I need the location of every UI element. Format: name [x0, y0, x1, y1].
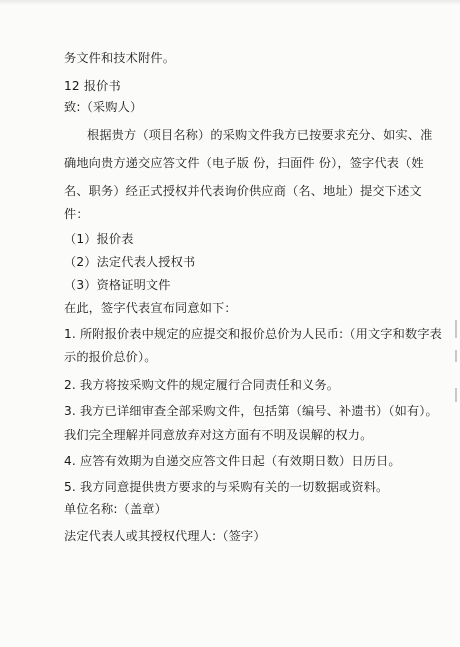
clause-2: 2. 我方将按采购文件的规定履行合同责任和义务。 — [64, 378, 340, 392]
body-line-1: 根据贵方（项目名称）的采购文件我方已按要求充分、如实、准 — [87, 128, 433, 142]
agreement-intro: 在此，签字代表宣布同意如下： — [64, 301, 237, 315]
text-line-1: 务文件和技术附件。 — [64, 51, 176, 65]
scan-edge — [0, 0, 460, 5]
clause-4: 4. 应答有效期为自递交应答文件日起（有效期日数）日历日。 — [64, 454, 401, 468]
company-name-line: 单位名称:（盖章） — [64, 502, 167, 516]
margin-mark — [455, 388, 457, 402]
list-item-3: （3）资格证明文件 — [64, 278, 171, 292]
body-line-4: 件： — [64, 207, 89, 221]
margin-mark — [455, 350, 457, 362]
body-line-3: 名、职务）经正式授权并代表询价供应商（名、地址）提交下述文 — [64, 184, 422, 198]
clause-3-line-2: 我们完全理解并同意放弃对这方面有不明及误解的权力。 — [64, 428, 373, 442]
list-item-2: （2）法定代表人授权书 — [64, 255, 196, 269]
body-line-2: 确地向贵方递交应答文件（电子版 份，扫面件 份），签字代表（姓 — [64, 156, 424, 170]
addressee-line: 致:（采购人） — [64, 100, 143, 114]
margin-mark — [455, 320, 457, 338]
clause-1-line-2: 示的报价总价）。 — [64, 350, 157, 364]
list-item-1: （1）报价表 — [64, 232, 134, 246]
clause-3-line-1: 3. 我方已详细审查全部采购文件，包括第（编号、补遗书）（如有）。 — [64, 404, 438, 418]
representative-line: 法定代表人或其授权代理人:（签字） — [64, 529, 266, 543]
clause-1-line-1: 1. 所附报价表中规定的应提交和报价总价为人民币:（用文字和数字表 — [64, 327, 442, 341]
section-heading: 12 报价书 — [64, 79, 121, 93]
clause-5: 5. 我方同意提供贵方要求的与采购有关的一切数据或资料。 — [64, 480, 389, 494]
